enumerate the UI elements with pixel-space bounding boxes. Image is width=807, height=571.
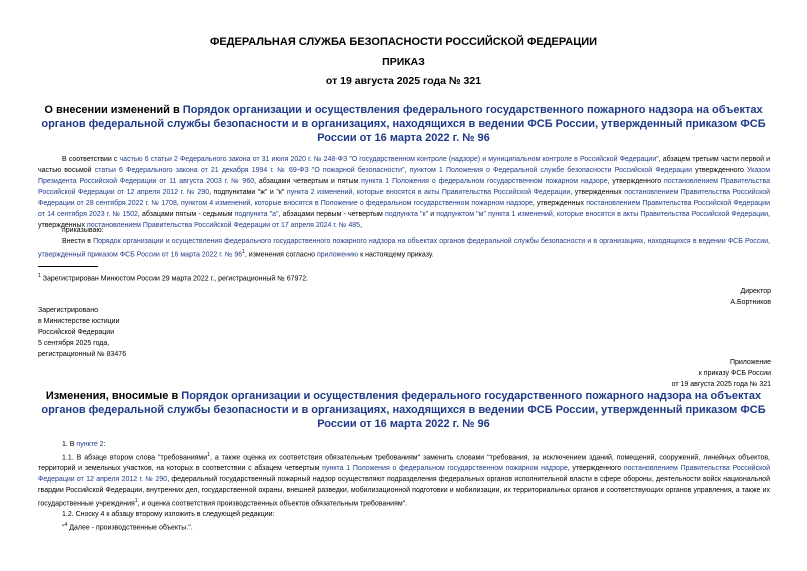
- registration-line: Российской Федерации: [38, 329, 115, 336]
- registration-block: [38, 305, 126, 360]
- fire-supervision-regulation-link[interactable]: пункта 1 Положения о федеральном государственном пожарном надзоре: [322, 465, 568, 473]
- change-item-1-1: [38, 450, 770, 510]
- resolution-1708-link[interactable]: постановлением Правительства Российской Федерации от 28 сентября 2022 г. № 1708: [38, 189, 771, 207]
- agency-name: ФЕДЕРАЛЬНАЯ СЛУЖБА БЕЗОПАСНОСТИ РОССИЙСКОЙ ФЕДЕРАЦИИ: [209, 36, 598, 48]
- order-paragraph: [38, 236, 770, 260]
- preamble-text: , абзацами пятым - седьмым: [137, 211, 235, 218]
- footnote-ref: 1: [134, 498, 138, 505]
- changes-title-prefix: Изменения, вносимые в: [45, 390, 182, 402]
- preamble-text: ,: [404, 167, 410, 174]
- quote-mark: ": [62, 524, 65, 532]
- change-item-1: [38, 439, 770, 450]
- preamble-text: В соответствии с: [62, 156, 120, 163]
- change-item-1-2-quote: [38, 520, 770, 533]
- law-69-link[interactable]: статьи 6 Федерального закона от 21 декабря 1994 г. № 69-ФЗ "О пожарной безопасности": [94, 167, 405, 174]
- changes-title: [30, 389, 777, 431]
- footnote-divider: [38, 266, 98, 267]
- appendix-label: Приложение: [729, 359, 771, 366]
- change-text: :: [103, 441, 106, 448]
- procedure-link[interactable]: Порядок организации и осуществления федерального государственного пожарного надзора на объектах органов федеральной службы безопасности и в организациях, находящихся в ведении ФСБ России, утвержденный приказом ФСБ России от 16 марта 2022 г. № 96: [38, 238, 770, 259]
- footnote-ref[interactable]: 1: [242, 249, 245, 255]
- change-item-1-2: 1.2. Сноску 4 к абзацу второму изложить в следующей редакции:: [62, 511, 275, 518]
- change-text: 1.1. В абзаце втором слова "требованиями: [62, 454, 208, 462]
- fsb-regulation-link[interactable]: пунктом 1 Положения о Федеральной службе безопасности Российской Федерации: [409, 167, 693, 174]
- resolution-1502-link[interactable]: постановлением Правительства Российской Федерации от 14 сентября 2023 г. № 1502: [38, 200, 771, 218]
- change-text: , федеральный государственный пожарный надзор осуществляют подразделения федеральных органов исполнительной власти в сфере обороны, деятельности войск национальной гвардии Российской Федерации, внутренних дел, государственной охраны, внешней разведки, мобилизационной подготовки и мобилизации, их территориальных органов и соответствующих органов управления, а также их государственные учреждения: [38, 476, 770, 508]
- preamble-text: , подпунктами "ж" и "к": [209, 189, 287, 196]
- appendix-link[interactable]: приложению: [316, 251, 359, 259]
- doc-date-number: от 19 августа 2025 года № 321: [325, 75, 482, 87]
- signature-role: Директор: [740, 288, 771, 295]
- preamble-text: , утвержденных: [532, 200, 587, 207]
- signature-name: А.Бортников: [730, 299, 771, 306]
- appendix-line: от 19 августа 2025 года № 321: [671, 381, 771, 388]
- preamble-text: , утвержденных: [570, 189, 625, 196]
- change-text: , и оценка соответствия производственных объектов обязательным требованиям".: [137, 500, 408, 508]
- doc-title-link[interactable]: Порядок организации и осуществления федерального государственного пожарного надзора на объектах органов федеральной службы безопасности и в организациях, находящихся в ведении ФСБ России, утвержденный приказом ФСБ России от 16 марта 2022 г. № 96: [41, 104, 766, 144]
- order-word: приказываю:: [62, 227, 104, 234]
- doc-type: ПРИКАЗ: [382, 56, 425, 68]
- doc-title: [30, 103, 777, 145]
- preamble-text: ,: [360, 222, 363, 229]
- preamble-paragraph: [38, 154, 770, 231]
- doc-title-prefix: О внесении изменений в: [44, 104, 183, 116]
- preamble-text: утвержденного: [692, 167, 748, 174]
- preamble-text: , абзацами первым - четвертым: [278, 211, 385, 218]
- change-text: Далее - производственные объекты.".: [67, 524, 193, 532]
- preamble-text: , абзацем третьим части первой и частью восьмой: [38, 156, 771, 174]
- preamble-text: ,: [176, 200, 181, 207]
- fire-supervision-regulation-link[interactable]: пункта 1 Положения о федеральном государственном пожарном надзоре: [361, 178, 608, 185]
- footnote: [38, 271, 770, 284]
- signature-block: [730, 286, 771, 308]
- appendix-line: к приказу ФСБ России: [698, 370, 771, 377]
- order-text: , изменения согласно: [244, 251, 317, 259]
- subitem-a-link[interactable]: подпункта "а": [234, 211, 279, 218]
- resolution-290-link[interactable]: постановлением Правительства Российской Федерации от 12 апреля 2012 г. № 290: [38, 178, 770, 196]
- changes-title-link[interactable]: Порядок организации и осуществления федерального государственного пожарного надзора на объектах органов федеральной службы безопасности и в организациях, находящихся в ведении ФСБ России, утвержденный приказом ФСБ России от 16 марта 2022 г. № 96: [41, 390, 766, 430]
- item-2-link[interactable]: пункте 2: [76, 441, 104, 448]
- footnote-text: Зарегистрирован Минюстом России 29 марта 2022 г., регистрационный № 67972.: [40, 275, 309, 283]
- change-text: , утвержденного: [567, 465, 624, 473]
- registration-line: 5 сентября 2025 года,: [38, 340, 110, 347]
- preamble-text: , утвержденных: [38, 211, 770, 229]
- decree-960-link[interactable]: Указом Президента Российской Федерации от 11 августа 2003 г. № 960: [38, 167, 771, 185]
- footnote-number: 1: [38, 273, 41, 279]
- registration-line: Зарегистрировано: [38, 307, 98, 314]
- change-text: , а также оценка их соответствия обязательным требованиям" заменить словами "требования, за исключением зданий, помещений, сооружений, линейных объектов, территорий и земельных участков, на которых в соответствии с абзацем четвертым: [38, 454, 771, 473]
- footnote-ref: 1: [207, 452, 210, 458]
- appendix-block: [672, 357, 771, 390]
- order-text: Внести в: [62, 238, 94, 245]
- footnote-number: 4: [64, 522, 68, 528]
- subitem-m-link[interactable]: подпунктом "м" пункта 1 изменений, которые вносятся в акты Правительства Российской Федерации: [436, 211, 769, 218]
- amendments-item2-link[interactable]: пункта 2 изменений, которые вносятся в акты Правительства Российской Федерации: [286, 189, 571, 196]
- order-text: к настоящему приказу.: [358, 251, 434, 259]
- change-text: 1. В: [62, 441, 77, 448]
- resolution-290-link[interactable]: постановлением Правительства Российской Федерации от 12 апреля 2012 г. № 290: [38, 465, 771, 484]
- subitem-k-link[interactable]: подпункта "к": [384, 211, 429, 218]
- preamble-text: и: [428, 211, 437, 218]
- preamble-text: , абзацами четвертым и пятым: [254, 178, 362, 185]
- law-248-link[interactable]: частью 6 статьи 2 Федерального закона от 31 июля 2020 г. № 248-ФЗ "О государственном контроле (надзоре) и муниципальном контроле в Российской Федерации": [119, 156, 659, 163]
- preamble-text: , утвержденного: [607, 178, 664, 185]
- resolution-485-link[interactable]: постановлением Правительства Российской Федерации от 17 апреля 2024 г. № 485: [87, 222, 361, 229]
- registration-line: регистрационный № 83476: [38, 351, 127, 358]
- amendments-item4-link[interactable]: пунктом 4 изменений, которые вносятся в Положение о федеральном государственном пожарном надзоре: [180, 200, 533, 207]
- registration-line: в Министерстве юстиции: [38, 318, 120, 325]
